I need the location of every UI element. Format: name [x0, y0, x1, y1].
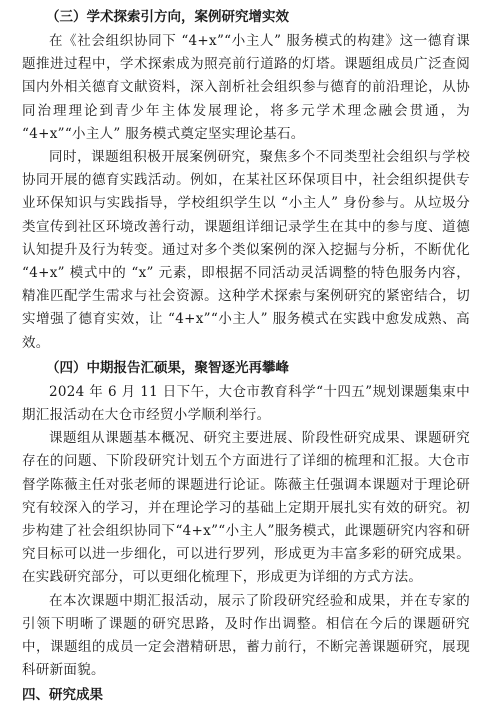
paragraph-case-study: 同时，课题组积极开展案例研究，聚焦多个不同类型社会组织与学校协同开展的德育实践活动。例如，在某社区环保项目中，社会组织提供专业环保知识与实践指导，学校组织学生以 “小主人” 身份参与。从垃圾分类宣传到社区环境改善行动，课题组详细记录学生在其中的参与度、道德认知提升及行为转变。通过对多个类似案例的深入挖掘与分析，不断优化 “4+x” 模式中的 “x” 元素，即根据不同活动灵活调整的特色服务内容，精准匹配学生需求与社会资源。这种学术探索与案例研究的紧密结合，切实增强了德育实效，让 “4+x”“小主人” 服务模式在实践中愈发成熟、高效。: [22, 149, 470, 351]
section-heading-results: 四、研究成果: [22, 687, 103, 704]
heading-three: （三）学术探索引方向，案例研究增实效: [46, 9, 289, 25]
paragraph-report-summary: 在本次课题中期汇报活动，展示了阶段研究经验和成果，并在专家的引领下明晰了课题的研究思路，及时作出调整。相信在今后的课题研究中，课题组的成员一定会潜精研思，蓄力前行，不断完善课题研究，展现科研新面貌。: [22, 592, 470, 679]
paragraph-report-content: 课题组从课题基本概况、研究主要进展、阶段性研究成果、课题研究存在的问题、下阶段研究计划五个方面进行了详细的梳理和汇报。大仓市督学陈薇主任对张老师的课题进行论证。陈薇主任强调本课题对于理论研究有较深入的学习，并在理论学习的基础上定期开展扎实有效的研究。初步构建了社会组织协同下“4+x”“小主人”服务模式，此课题研究内容和研究目标可以进一步细化，可以进行罗列，形成更为丰富多彩的研究成果。在实践研究部分，可以更细化梳理下，形成更为详细的方式方法。: [22, 430, 470, 586]
paragraph-report-date: 2024 年 6 月 11 日下午，大仓市教育科学“十四五”规划课题集束中期汇报活动在大仓市经贸小学顺利举行。: [22, 383, 470, 424]
paragraph-academic-exploration: 在《社会组织协同下 “4+x”“小主人” 服务模式的构建》这一德育课题推进过程中，学术探索成为照亮前行道路的灯塔。课题组成员广泛查阅国内外相关德育文献资料，深入剖析社会组织参与德育的前沿理论，从协同治理理论到青少年主体发展理论，将多元学术理念融会贯通，为 “4+x”“小主人” 服务模式奠定坚实理论基石。: [22, 33, 470, 142]
heading-four: （四）中期报告汇硕果，聚智逐光再攀峰: [46, 359, 289, 376]
